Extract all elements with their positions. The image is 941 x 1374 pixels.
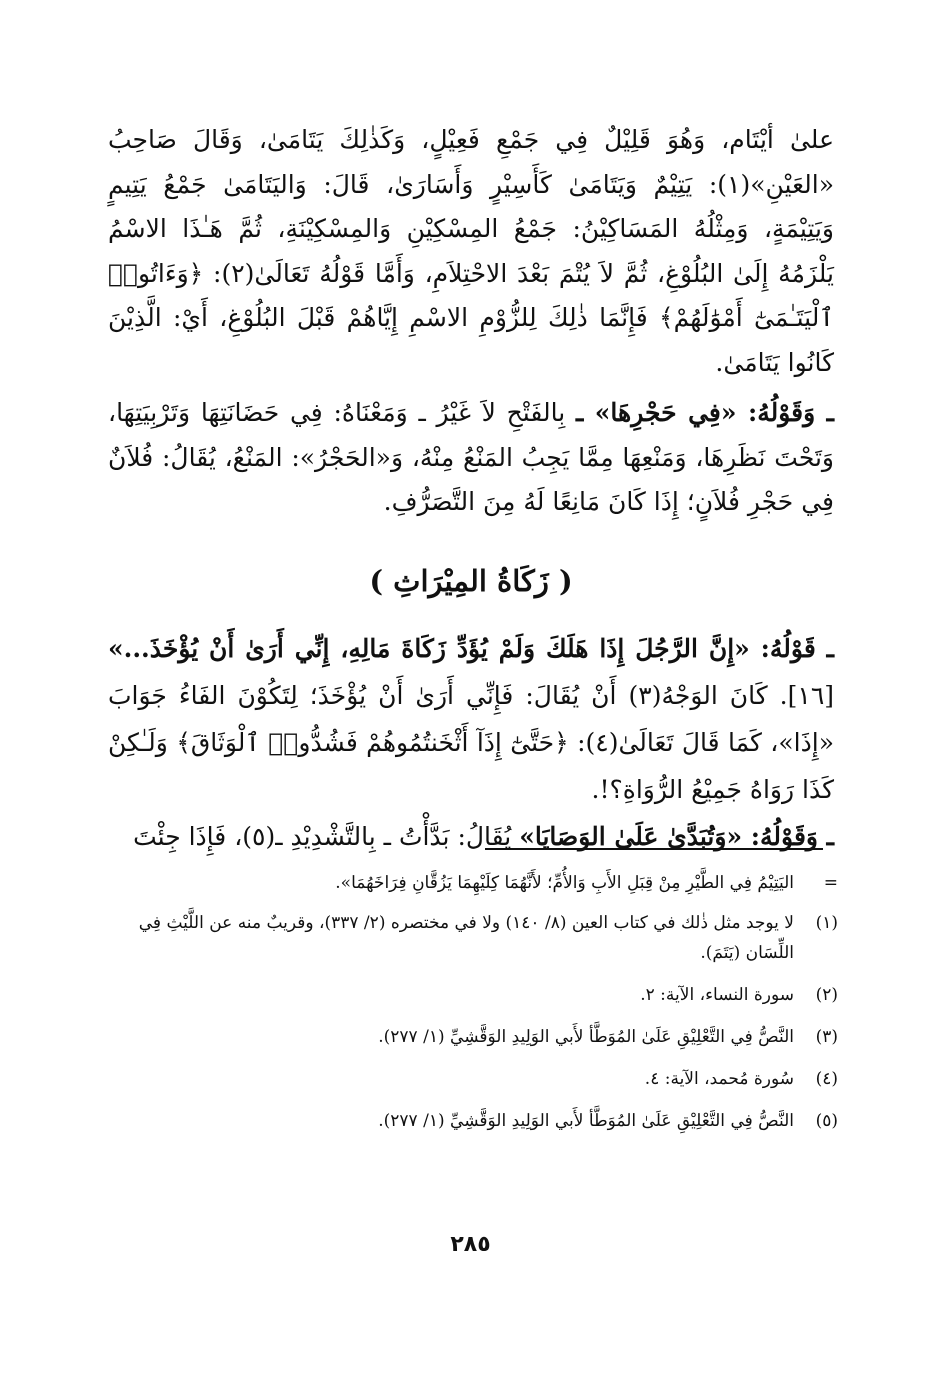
footnote-3 — [108, 1022, 838, 1052]
paragraph-3 — [108, 625, 834, 813]
footnote-continuation-marker: = — [823, 873, 838, 893]
paragraph-2-rest: بِالفَتْحِ لاَ غَيْرُ ـ وَمَعْنَاهُ: فِي حَضَانَتِهَا وَتَرْبِيَتِهَا، وَتَحْتَ نَظَرِهَا، وَمَنْعِهَا مِمَّا يَجِبُ المَنْعُ مِنْهُ، وَ«الحَجْرُ»: المَنْعُ، يُقَالُ: فُلاَنٌ فِي حَجْرِ فُلاَنٍ؛ إِذَا كَانَ مَانِعًا لَهُ مِنَ التَّصَرُّفِ. — [108, 398, 834, 516]
paragraph-3-lead: ـ قَوْلُهُ: «إِنَّ الرَّجُلَ إِذَا هَلَكَ وَلَمْ يُؤَدِّ زَكَاةَ مَالِهِ، إِنِّي أَرَىٰ أَنْ يُؤْخَذَ...» — [108, 634, 834, 663]
footnote-text: لا يوجد مثل ذٰلك في كتاب العين (٨/ ١٤٠) ولا في مختصره (٢/ ٣٣٧)، وقريبٌ منه عن اللَّيْثِ فِي اللِّسَان (يَتَمَ). — [138, 913, 794, 963]
footnote-number: (٣) — [815, 1027, 838, 1047]
paragraph-3-rest: [١٦]. كَانَ الوَجْهُ(٣) أَنْ يُقَالَ: فَإِنِّي أَرَىٰ أَنْ يُؤْخَذَ؛ لِتَكُوْنَ الفَاءُ جَوَابَ «إِذَا»، كَمَا قَالَ تَعَالَىٰ(٤): ﴿حَتَّىٰٓ إِذَآ أَثْخَنتُمُوهُمْ فَشُدُّوا۟ ٱلْوَثَاقَ﴾ وَلَـٰكِنْ كَذَا رَوَاهُ جَمِيْعُ الرُّوَاةِ؟!. — [108, 681, 835, 804]
main-text-block — [108, 118, 834, 525]
footnote-number: (١) — [815, 913, 838, 933]
paragraph-4-rest: يُقَالُ: بَدَّأْتُ ـ بِالتَّشْدِيْدِ ـ(٥)، فَإِذَا جِئْتَ — [133, 822, 520, 851]
paragraph-4 — [108, 813, 834, 860]
footnote-2 — [108, 980, 838, 1010]
footnote-text: سُورة مُحمد، الآية: ٤. — [644, 1069, 794, 1089]
footnote-number: (٥) — [815, 1111, 838, 1131]
footnote-text: النَّصُّ فِي التَّعْلِيْقِ عَلَىٰ المُوَطَّأ لأَبي الوَلِيدِ الوَقَّشِيِّ (١/ ٢٧٧). — [378, 1111, 794, 1131]
page-number: ٢٨٥ — [450, 1232, 491, 1257]
second-text-block — [108, 625, 834, 860]
section-heading: ( زَكَاةُ المِيْرَاثِ ) — [369, 564, 573, 598]
footnote-number: (٢) — [815, 985, 838, 1005]
footnotes — [108, 868, 838, 1148]
paragraph-1: علىٰ أيْتَام، وَهُوَ قَلِيْلٌ فِي جَمْعِ فَعِيْلٍ، وَكَذٰلِكَ يَتَامَىٰ، وَقَالَ صَاحِبُ «العَيْنِ»(١): يَتِيْمٌ وَيَتَامَىٰ كَأَسِيْرٍ وَأَسَارَىٰ، قَالَ: وَاليَتَامَىٰ جَمْعُ يَتِيمٍ وَيَتِيْمَةٍ، وَمِثْلُهُ المَسَاكِيْنُ: جَمْعُ المِسْكِيْنِ وَالمِسْكِيْنَةِ، ثُمَّ هَـٰذَا الاسْمُ يَلْزَمُهُ إِلَىٰ البُلُوْغِ، ثُمَّ لاَ يُتْمَ بَعْدَ الاحْتِلاَمِ، وَأَمَّا قَوْلُهُ تَعَالَىٰ(٢): ﴿وَءَاتُوا۟ ٱلْيَتَـٰمَىٰٓ أَمْوَٰلَهُمْ﴾ فَإِنَّمَا ذٰلِكَ لِلزُّوْمِ الاسْمِ إِيَّاهُمْ قَبْلَ البُلُوْغِ، أَيْ: الَّذِيْنَ كَانُوا يَتَامَىٰ. — [108, 125, 834, 377]
footnote-number: (٤) — [815, 1069, 838, 1089]
paragraph-4-lead: ـ وَقَوْلُهُ: «وَتُبَدَّىٰ عَلَىٰ الوَصَايَا» — [519, 822, 834, 851]
footnote-5 — [108, 1106, 838, 1136]
footnote-1 — [108, 908, 838, 968]
footnote-text: سورة النساء، الآية: ٢. — [640, 985, 794, 1005]
footnote-4 — [108, 1064, 838, 1094]
footnote-separator — [485, 848, 823, 850]
paragraph-2 — [108, 391, 834, 525]
paragraph-2-lead: ـ وَقَوْلُهُ: «فِي حَجْرِهَا» ـ — [575, 398, 834, 427]
footnote-continuation — [108, 868, 838, 898]
footnote-continuation-text: اليَتِيْمُ فِي الطَّيْرِ مِنْ قِبَلِ الأَبِ وَالأُمِّ؛ لأَنَّهُمَا كِلَيْهِمَا يَزُقَّانِ فِرَاخَهُمَا». — [335, 873, 794, 893]
footnote-text: النَّصُّ فِي التَّعْلِيْقِ عَلَىٰ المُوَطَّأ لأَبي الوَلِيدِ الوَقَّشِيِّ (١/ ٢٧٧). — [378, 1027, 794, 1047]
